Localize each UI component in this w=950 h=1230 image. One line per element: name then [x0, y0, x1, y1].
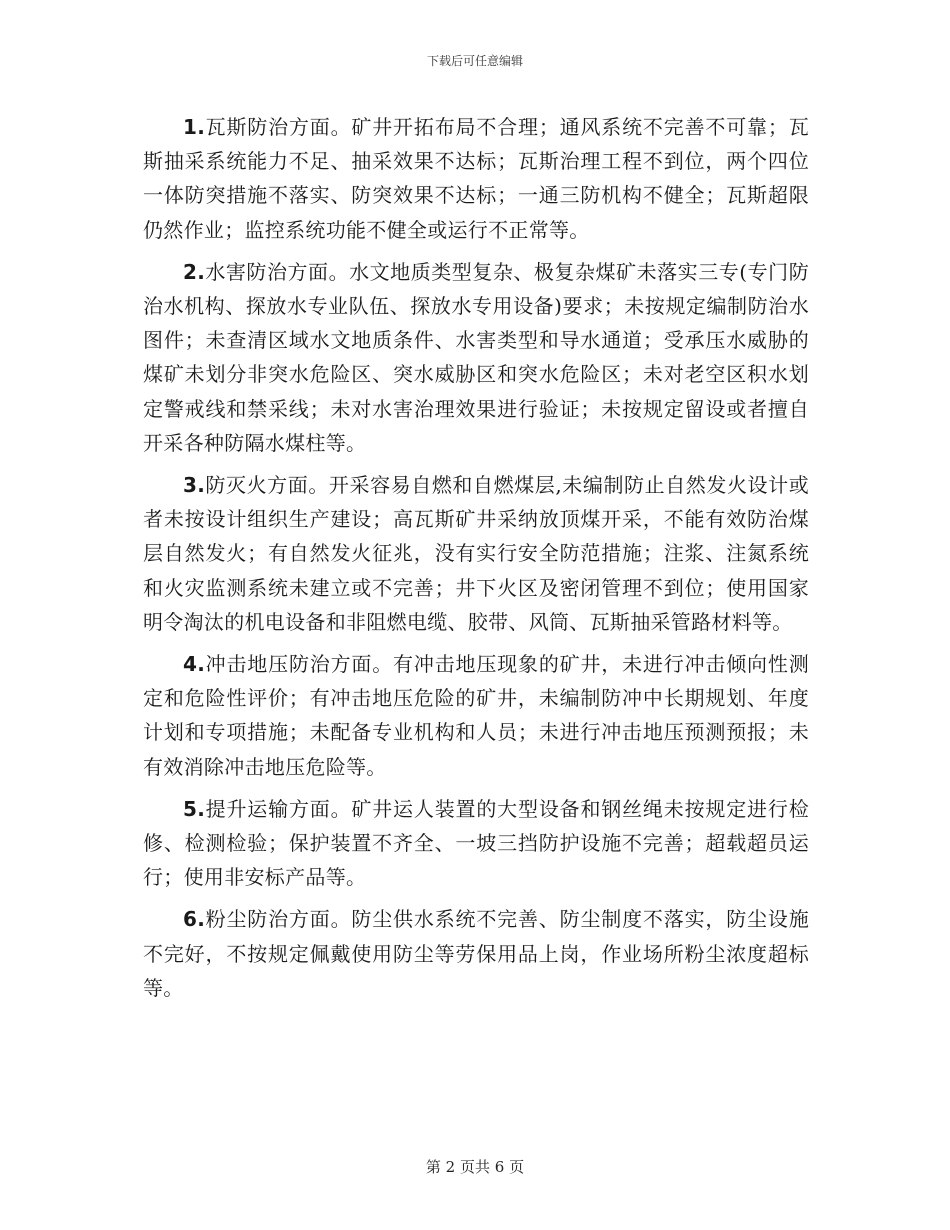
paragraph-water-hazard — [143, 255, 809, 460]
paragraph-rock-burst — [143, 647, 809, 784]
paragraph-dust-control — [143, 902, 809, 1005]
paragraph-hoisting-transport — [143, 792, 809, 895]
paragraph-fire-prevention — [143, 468, 809, 639]
page-footer: 第 2 页共 6 页 — [425, 1158, 525, 1176]
paragraph-text: 防灭火方面。开采容易自燃和自燃煤层,未编制防止自然发火设计或者未按设计组织生产建设；高瓦斯矿井采纳放顶煤开采，不能有效防治煤层自然发火；有自然发火征兆，没有实行安全防范措施；注浆、注氮系统和火灾监测系统未建立或不完善；井下火区及密闭管理不到位；使用国家明令淘汰的机电设备和非阻燃电缆、胶带、风筒、瓦斯抽采管路材料等。 — [143, 473, 809, 634]
item-number: 4. — [183, 652, 206, 677]
document-body — [143, 110, 809, 1013]
paragraph-text: 冲击地压防治方面。有冲击地压现象的矿井，未进行冲击倾向性测定和危险性评价；有冲击地压危险的矿井，未编制防冲中长期规划、年度计划和专项措施；未配备专业机构和人员；未进行冲击地压预测预报；未有效消除冲击地压危险等。 — [143, 652, 809, 779]
paragraph-text: 粉尘防治方面。防尘供水系统不完善、防尘制度不落实，防尘设施不完好，不按规定佩戴使用防尘等劳保用品上岗，作业场所粉尘浓度超标等。 — [143, 907, 809, 1000]
paragraph-text: 瓦斯防治方面。矿井开拓布局不合理；通风系统不完善不可靠；瓦斯抽采系统能力不足、抽采效果不达标；瓦斯治理工程不到位，两个四位一体防突措施不落实、防突效果不达标；一通三防机构不健全；瓦斯超限仍然作业；监控系统功能不健全或运行不正常等。 — [143, 115, 809, 242]
item-number: 2. — [183, 259, 206, 284]
paragraph-text: 水害防治方面。水文地质类型复杂、极复杂煤矿未落实三专(专门防治水机构、探放水专业队伍、探放水专用设备)要求；未按规定编制防治水图件；未查清区域水文地质条件、水害类型和导水通道；受承压水威胁的煤矿未划分非突水危险区、突水威胁区和突水危险区；未对老空区积水划定警戒线和禁采线；未对水害治理效果进行验证；未按规定留设或者擅自开采各种防隔水煤柱等。 — [143, 259, 809, 455]
page-header: 下载后可任意编辑 — [426, 54, 523, 68]
item-number: 3. — [183, 473, 206, 498]
item-number: 6. — [183, 907, 206, 932]
paragraph-text: 提升运输方面。矿井运人装置的大型设备和钢丝绳未按规定进行检修、检测检验；保护装置不齐全、一坡三挡防护设施不完善；超载超员运行；使用非安标产品等。 — [143, 796, 809, 890]
paragraph-gas-prevention — [143, 110, 809, 247]
item-number: 1. — [183, 115, 206, 139]
item-number: 5. — [183, 796, 206, 821]
